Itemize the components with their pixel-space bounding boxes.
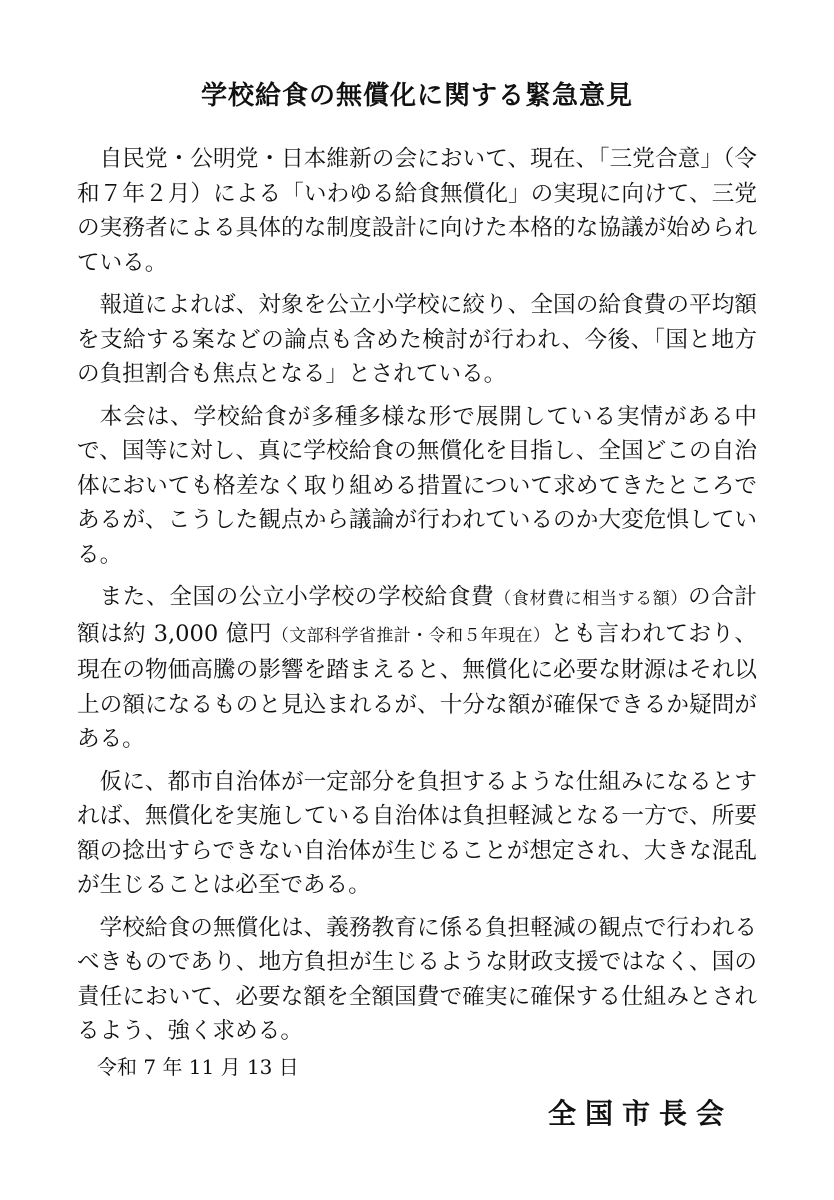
body-paragraph: [77, 911, 757, 1049]
paragraph-text: また、全国の公立小学校の学校給食費: [99, 584, 495, 610]
paragraph-text: 報道によれば、対象を公立小学校に絞り、全国の給食費の平均額を支給する案などの論点も含めた検討が行われ、今後、「国と地方の負担割合も焦点となる」とされている。: [77, 292, 757, 387]
document-body: [77, 142, 757, 1057]
document-title: 学校給食の無償化に関する緊急意見: [200, 81, 633, 111]
paragraph-text: の合計額は約 3,000 億円: [77, 584, 758, 647]
paragraph-text: 学校給食の無償化は、義務教育に係る負担軽減の観点で行われるべきものであり、地方負担が生じるような財政支援ではなく、国の責任において、必要な額を全額国費で確実に確保する仕組みとされるよう、強く求める。: [77, 914, 757, 1044]
body-paragraph: [77, 580, 757, 757]
document-date: 令和 7 年 11 月 13 日: [97, 1055, 299, 1079]
paragraph-text: 自民党・公明党・日本維新の会において、現在、「三党合意」（令和７年２月）による「いわゆる給食無償化」の実現に向けて、三党の実務者による具体的な制度設計に向けた本格的な協議が始められている。: [77, 146, 757, 276]
parenthetical-note: （食材費に相当する額）: [494, 589, 688, 609]
paragraph-text: とも言われており、現在の物価高騰の影響を踏まえると、無償化に必要な財源はそれ以上の額になるものと見込まれるが、十分な額が確保できるか疑問がある。: [77, 620, 758, 752]
body-paragraph: [77, 288, 757, 392]
issuing-organization: 全国市長会: [548, 1097, 734, 1130]
parenthetical-note: （文部科学省推計・令和５年現在）: [271, 625, 551, 646]
paragraph-text: 仮に、都市自治体が一定部分を負担するような仕組みになるとすれば、無償化を実施している自治体は負担軽減となる一方で、所要額の捻出すらできない自治体が生じることが想定され、大きな混乱が生じることは必至である。: [77, 768, 757, 898]
paragraph-text: 本会は、学校給食が多種多様な形で展開している実情がある中で、国等に対し、真に学校給食の無償化を目指し、全国どこの自治体においても格差なく取り組める措置について求めてきたところであるが、こうした観点から議論が行われているのか大変危惧している。: [77, 403, 757, 568]
body-paragraph: [77, 400, 757, 573]
body-paragraph: [77, 765, 757, 903]
body-paragraph: [77, 142, 757, 280]
